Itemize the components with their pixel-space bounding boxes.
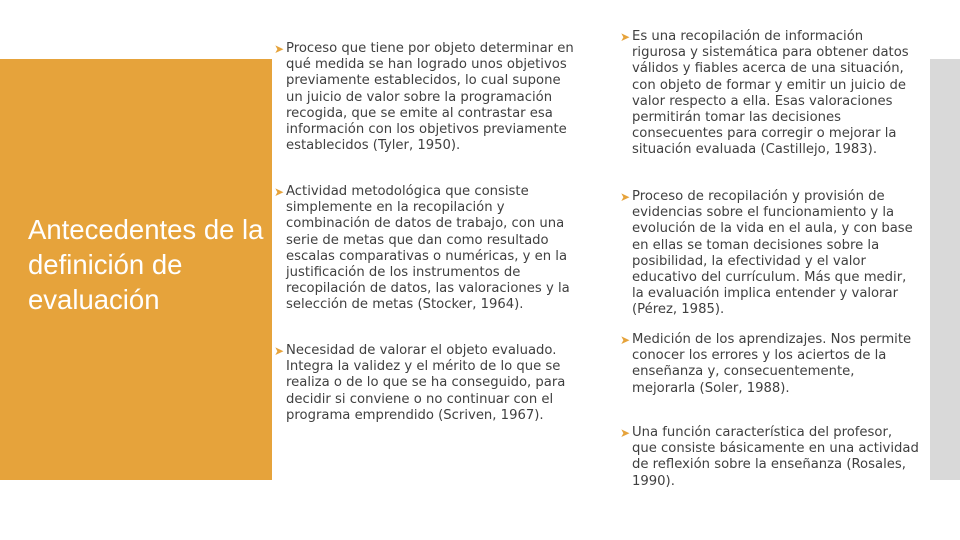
right-decorative-bar — [930, 59, 960, 480]
bullet-icon: ➤ — [620, 30, 631, 44]
definition-text: Es una recopilación de información rigurosa y sistemática para obtener datos válidos y fiables acerca de una situación, con objeto de formar y emitir un juicio de valor respecto a ella. Esas valoraciones permitirán tomar las decisiones consecuentes para corregir o mejorar la situación evaluada (Castillejo, 1983). — [632, 29, 909, 158]
bullet-icon: ➤ — [274, 344, 285, 358]
definition-text: Actividad metodológica que consiste simplemente en la recopilación y combinación de datos de trabajo, con una serie de metas que dan como resultado escalas comparativas o numéricas, y en la justificación de los instrumentos de recopilación de datos, las valoraciones y la selección de metas (Stocker, 1964). — [286, 184, 570, 313]
definition-text: Proceso de recopilación y provisión de evidencias sobre el funcionamiento y la evolución de la vida en el aula, y con base en ellas se toman decisiones sobre la posibilidad, la efectividad y el valor educativo del currículum. Más que medir, la evaluación implica entender y valorar (Pérez, 1985). — [632, 189, 913, 318]
bullet-icon: ➤ — [620, 426, 631, 440]
definition-item-soler — [620, 332, 920, 397]
slide-title: Antecedentes de la definición de evaluación — [28, 214, 264, 315]
bullet-icon: ➤ — [620, 333, 631, 347]
definition-item-perez — [620, 189, 920, 319]
definition-text: Necesidad de valorar el objeto evaluado. Integra la validez y el mérito de lo que se realiza o de lo que se ha conseguido, para decidir si conviene o no continuar con el programa emprendido (Scriven, 1967). — [286, 343, 566, 423]
bullet-icon: ➤ — [274, 185, 285, 199]
definition-item-tyler — [274, 41, 574, 154]
definition-item-scriven — [274, 343, 574, 424]
bullet-icon: ➤ — [274, 42, 285, 56]
definition-text: Una función característica del profesor, que consiste básicamente en una actividad de reflexión sobre la enseñanza (Rosales, 1990). — [632, 425, 919, 489]
bullet-icon: ➤ — [620, 190, 631, 204]
definition-item-castillejo — [620, 29, 920, 159]
definition-item-rosales — [620, 425, 920, 490]
definition-item-stocker — [274, 184, 574, 314]
definition-text: Proceso que tiene por objeto determinar en qué medida se han logrado unos objetivos previamente establecidos, lo cual supone un juicio de valor sobre la programación recogida, que se emite al contrastar esa información con los objetivos previamente establecidos (Tyler, 1950). — [286, 41, 574, 154]
definition-text: Medición de los aprendizajes. Nos permite conocer los errores y los aciertos de la enseñanza y, consecuentemente, mejorarla (Soler, 1988). — [632, 332, 912, 396]
